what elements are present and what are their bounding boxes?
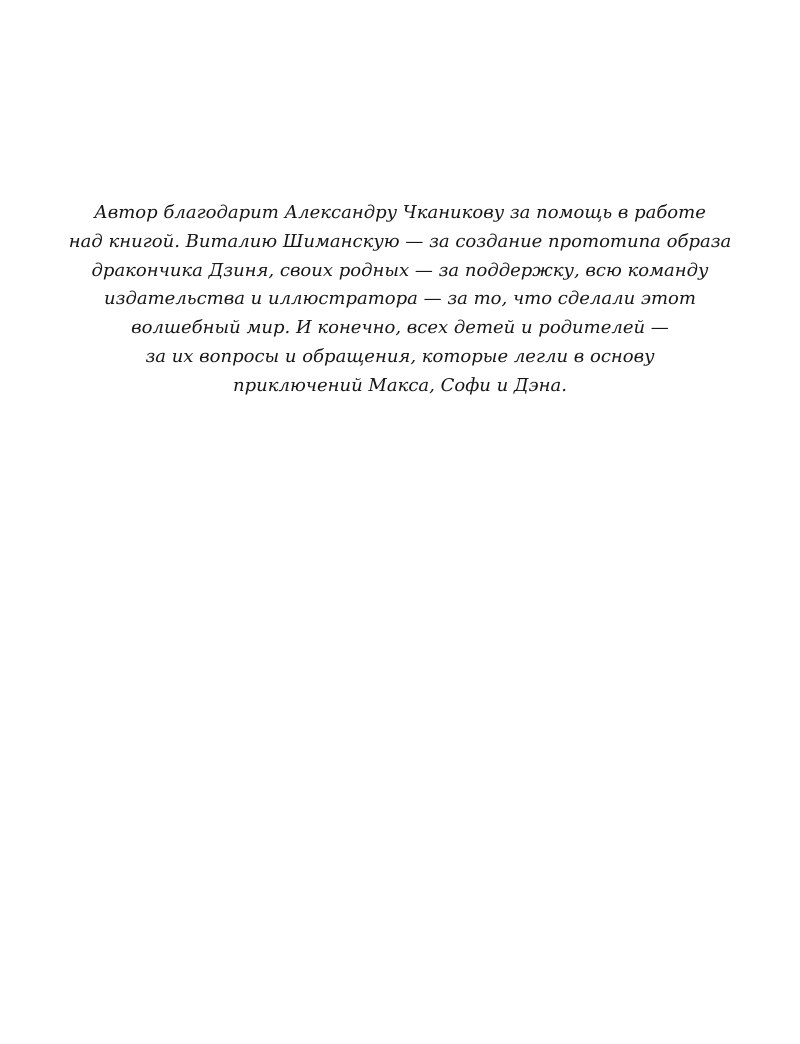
acknowledgement-line: дракончика Дзиня, своих родных — за поддержку, всю команду bbox=[91, 259, 709, 281]
acknowledgement-line: над книгой. Виталию Шиманскую — за создание прототипа образа bbox=[68, 230, 732, 252]
acknowledgement-line: за их вопросы и обращения, которые легли в основу bbox=[145, 345, 655, 367]
acknowledgement-line: издательства и иллюстратора — за то, что сделали этот bbox=[104, 288, 696, 310]
acknowledgement-paragraph bbox=[0, 199, 800, 401]
acknowledgement-line: волшебный мир. И конечно, всех детей и родителей — bbox=[131, 317, 669, 339]
acknowledgement-line: Автор благодарит Александру Чканикову за помощь в работе bbox=[94, 202, 706, 223]
acknowledgement-line: приключений Макса, Софи и Дэна. bbox=[233, 374, 567, 396]
